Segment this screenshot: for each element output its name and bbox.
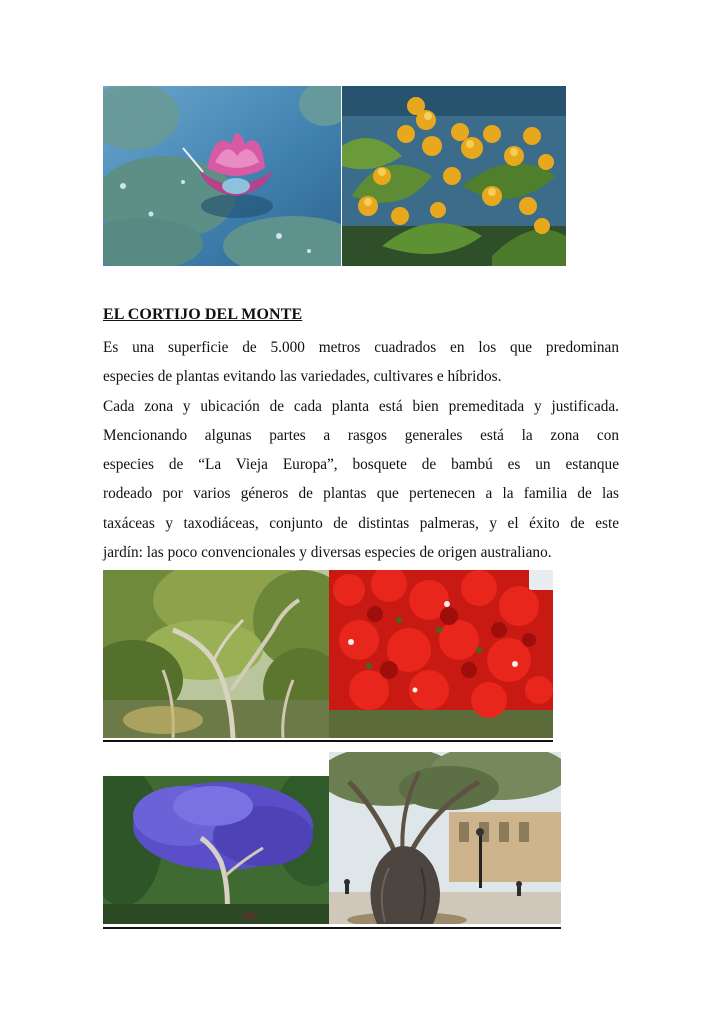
eucalyptus-photo — [103, 570, 329, 738]
divider-rule — [103, 927, 561, 929]
yellow-flowers-photo — [342, 86, 566, 266]
body-line: jardín: las poco convencionales y diversas especies de origen australiano. — [103, 544, 552, 562]
flame-tree-photo — [329, 570, 553, 738]
bottle-tree-photo — [329, 752, 561, 924]
body-line: Mencionando algunas partes a rasgos generales está la zona con — [103, 426, 619, 444]
jacaranda-photo — [103, 776, 329, 924]
body-line: especies de plantas evitando las variedades, cultivares e híbridos. — [103, 368, 502, 386]
body-line: Cada zona y ubicación de cada planta está bien premeditada y justificada. — [103, 397, 619, 415]
body-line: rodeado por varios géneros de plantas que pertenecen a la familia de las — [103, 485, 619, 503]
section-heading: EL CORTIJO DEL MONTE — [103, 306, 303, 323]
section-body — [103, 333, 619, 567]
water-lily-photo — [103, 86, 341, 266]
divider-rule — [103, 740, 553, 742]
body-line: especies de “La Vieja Europa”, bosquete de bambú es un estanque — [103, 456, 619, 474]
body-line: taxáceas y taxodiáceas, conjunto de distintas palmeras, y el éxito de este — [103, 514, 619, 532]
body-line: Es una superficie de 5.000 metros cuadrados en los que predominan — [103, 339, 619, 356]
